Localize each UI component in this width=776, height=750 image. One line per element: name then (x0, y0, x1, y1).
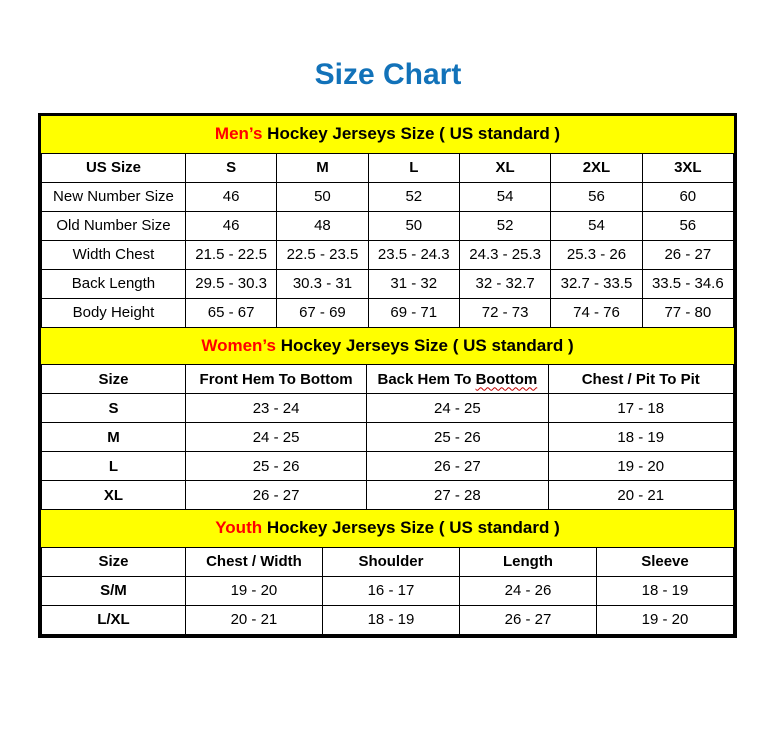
section-title-text: Hockey Jerseys Size ( US standard ) (262, 124, 561, 143)
size-value: 26 - 27 (642, 240, 733, 269)
size-value: 56 (551, 182, 642, 211)
size-value: 22.5 - 23.5 (277, 240, 368, 269)
size-value: 18 - 19 (548, 423, 733, 452)
womens-size-table (41, 364, 734, 510)
column-header: Size (42, 365, 186, 394)
section-title-accent: Women’s (201, 335, 276, 355)
size-value: 19 - 20 (548, 452, 733, 481)
column-header: Front Hem To Bottom (185, 365, 366, 394)
size-value: 54 (551, 211, 642, 240)
size-value: 52 (368, 182, 459, 211)
size-value: 26 - 27 (367, 452, 548, 481)
table-row (42, 452, 734, 481)
column-header: Size (42, 547, 186, 576)
section-title-text: Hockey Jerseys Size ( US standard ) (262, 518, 560, 538)
table-row (42, 298, 734, 327)
size-value: 32.7 - 33.5 (551, 269, 642, 298)
column-header: Sleeve (596, 547, 733, 576)
table-row (42, 576, 734, 605)
size-value: 25 - 26 (185, 452, 366, 481)
section-title-accent: Youth (215, 518, 263, 538)
size-value: 20 - 21 (548, 481, 733, 510)
column-header: M (277, 153, 368, 182)
size-value: 50 (277, 182, 368, 211)
size-value: 18 - 19 (322, 605, 459, 634)
womens-header-row (42, 365, 734, 394)
column-header: Back Hem To Boottom (367, 365, 548, 394)
column-header: Chest / Pit To Pit (548, 365, 733, 394)
size-value: 24 - 25 (185, 423, 366, 452)
size-value: 56 (642, 211, 733, 240)
size-value: 52 (459, 211, 550, 240)
row-label: M (42, 423, 186, 452)
table-row (42, 394, 734, 423)
size-value: 50 (368, 211, 459, 240)
column-header: 3XL (642, 153, 733, 182)
size-chart-container (38, 113, 737, 638)
misspelled-word: Boottom (475, 370, 538, 388)
youth-section-header (41, 510, 734, 547)
size-value: 65 - 67 (185, 298, 276, 327)
size-value: 46 (185, 211, 276, 240)
section-title-text: Hockey Jerseys Size ( US standard ) (275, 335, 574, 355)
size-value: 21.5 - 22.5 (185, 240, 276, 269)
size-value: 31 - 32 (368, 269, 459, 298)
size-value: 74 - 76 (551, 298, 642, 327)
size-value: 25 - 26 (367, 423, 548, 452)
row-label: New Number Size (42, 182, 186, 211)
column-header: Shoulder (322, 547, 459, 576)
size-value: 20 - 21 (185, 605, 322, 634)
row-label: L/XL (42, 605, 186, 634)
row-label: S (42, 394, 186, 423)
size-value: 23.5 - 24.3 (368, 240, 459, 269)
size-value: 23 - 24 (185, 394, 366, 423)
table-row (42, 211, 734, 240)
table-row (42, 269, 734, 298)
size-value: 33.5 - 34.6 (642, 269, 733, 298)
size-value: 16 - 17 (322, 576, 459, 605)
size-value: 25.3 - 26 (551, 240, 642, 269)
row-label: S/M (42, 576, 186, 605)
size-value: 19 - 20 (185, 576, 322, 605)
column-header: XL (459, 153, 550, 182)
column-header: US Size (42, 153, 186, 182)
size-value: 24 - 25 (367, 394, 548, 423)
size-value: 67 - 69 (277, 298, 368, 327)
mens-section-header (41, 116, 734, 153)
row-label: XL (42, 481, 186, 510)
column-header: L (368, 153, 459, 182)
size-value: 60 (642, 182, 733, 211)
table-row (42, 605, 734, 634)
size-value: 26 - 27 (185, 481, 366, 510)
row-label: Old Number Size (42, 211, 186, 240)
size-value: 27 - 28 (367, 481, 548, 510)
size-value: 24 - 26 (459, 576, 596, 605)
youth-header-row (42, 547, 734, 576)
size-value: 24.3 - 25.3 (459, 240, 550, 269)
column-header: 2XL (551, 153, 642, 182)
table-row (42, 423, 734, 452)
size-value: 69 - 71 (368, 298, 459, 327)
row-label: Back Length (42, 269, 186, 298)
size-value: 46 (185, 182, 276, 211)
section-title-accent: Men’s (214, 124, 263, 143)
column-header: Chest / Width (185, 547, 322, 576)
size-value: 26 - 27 (459, 605, 596, 634)
table-row (42, 481, 734, 510)
row-label: L (42, 452, 186, 481)
mens-size-table (41, 153, 734, 328)
column-header: Length (459, 547, 596, 576)
size-value: 48 (277, 211, 368, 240)
size-value: 72 - 73 (459, 298, 550, 327)
table-row (42, 240, 734, 269)
page-title: Size Chart (314, 58, 462, 91)
size-value: 18 - 19 (596, 576, 733, 605)
row-label: Body Height (42, 298, 186, 327)
size-value: 77 - 80 (642, 298, 733, 327)
mens-header-row (42, 153, 734, 182)
youth-size-table (41, 547, 734, 635)
womens-section-header (41, 328, 734, 365)
size-value: 17 - 18 (548, 394, 733, 423)
column-header: S (185, 153, 276, 182)
size-value: 29.5 - 30.3 (185, 269, 276, 298)
row-label: Width Chest (42, 240, 186, 269)
size-value: 19 - 20 (596, 605, 733, 634)
size-value: 32 - 32.7 (459, 269, 550, 298)
table-row (42, 182, 734, 211)
size-value: 30.3 - 31 (277, 269, 368, 298)
size-value: 54 (459, 182, 550, 211)
